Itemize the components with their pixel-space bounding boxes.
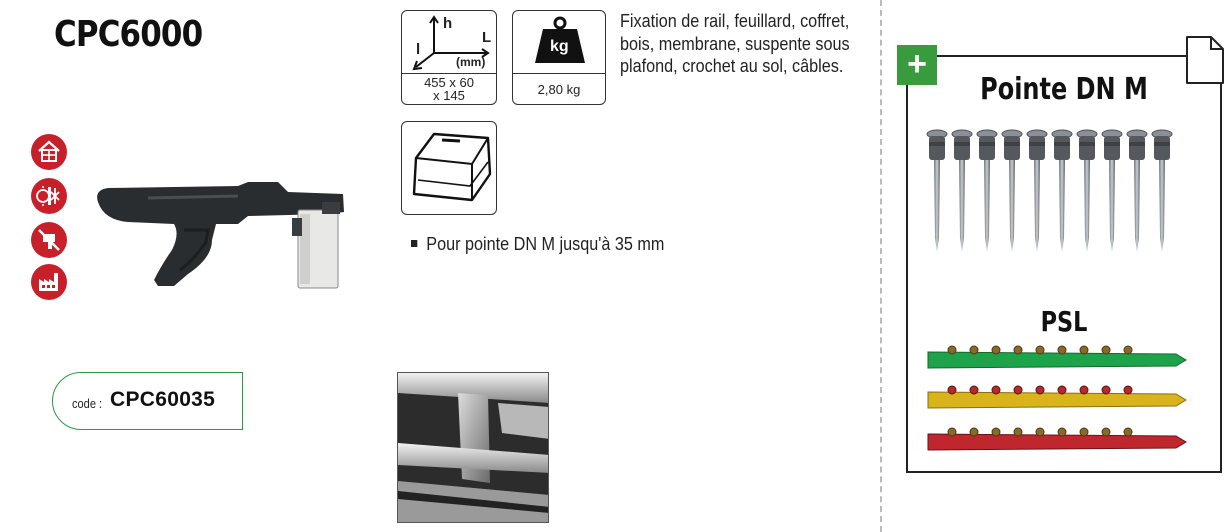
product-code-box: [52, 372, 243, 430]
steel-beam-image: [397, 372, 549, 523]
product-title: CPC6000: [54, 14, 203, 55]
carry-case-icon: [402, 122, 498, 216]
product-description: Fixation de rail, feuillard, coffret, bois, membrane, suspente sous plafond, crochet au sol, câbles.: [620, 11, 850, 76]
cartridge-strip-green: [926, 344, 1188, 370]
nail-gun-tool-image: [88, 178, 356, 292]
cartridge-title: PSL: [1040, 305, 1088, 338]
axis-h-label: h: [443, 15, 453, 32]
temperature-range-icon: [31, 178, 67, 214]
bullet-marker: [411, 240, 417, 247]
document-icon[interactable]: [1185, 35, 1225, 85]
weight-spec: [512, 10, 606, 105]
cartridge-strip-yellow: [926, 384, 1188, 410]
feature-bullet: [411, 234, 664, 255]
add-accessory-button[interactable]: +: [897, 45, 937, 85]
code-label: code :: [72, 396, 103, 411]
factory-icon: [31, 264, 67, 300]
building-icon: [31, 134, 67, 170]
section-divider: [880, 0, 882, 532]
dimensions-value-line2: x 145: [433, 88, 465, 103]
bullet-text: Pour pointe DN M jusqu'à 35 mm: [426, 234, 665, 254]
cartridge-strip-red: [926, 426, 1188, 452]
weight-value: 2,80 kg: [537, 82, 581, 97]
unit-label: (mm): [456, 55, 486, 69]
nail-title: Pointe DN M: [980, 72, 1148, 107]
axis-L-label: L: [482, 29, 492, 46]
carry-case-spec: [401, 121, 497, 215]
axis-l-label: l: [416, 41, 421, 58]
dimensions-spec: [401, 10, 497, 105]
accessories-panel: [906, 55, 1222, 473]
weight-icon-text: kg: [550, 38, 569, 55]
no-tool-icon: [31, 222, 67, 258]
code-value: CPC60035: [110, 388, 216, 411]
dimensions-value-line1: 455 x 60: [424, 75, 474, 90]
nails-image: [925, 126, 1195, 256]
